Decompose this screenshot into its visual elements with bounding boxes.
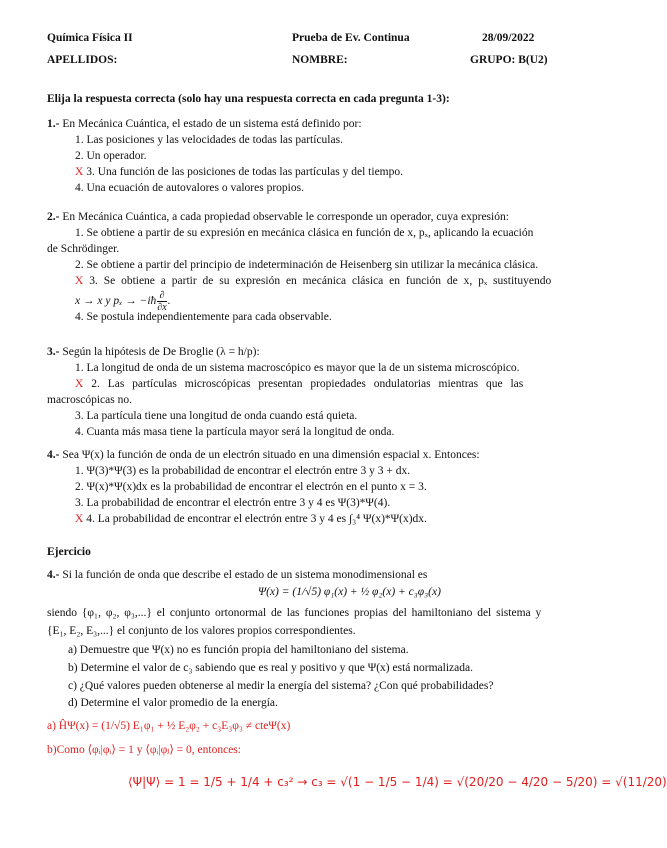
question-number: 3.-	[47, 346, 60, 358]
exercise-text: siendo {φ₁, φ₂, φ₃,...} el conjunto ortonormal de las funciones propias del hamiltoniano del sistema y	[47, 607, 542, 619]
instructions: Elija la respuesta correcta (solo hay una respuesta correcta en cada pregunta 1-3):	[47, 93, 450, 105]
question-text: En Mecánica Cuántica, a cada propiedad observable le corresponde un operador, cuya expresión:	[59, 211, 509, 223]
question-text: Según la hipótesis de De Broglie (λ = h/p):	[59, 346, 260, 358]
answer-b: b)Como ⟨φᵢ|φᵢ⟩ = 1 y ⟨φᵢ|φⱼ⟩ = 0, entonces:	[47, 744, 241, 756]
exercise-text: Si la función de onda que describe el estado de un sistema monodimensional es	[59, 569, 428, 581]
option: 2. Se obtiene a partir del principio de indeterminación de Heisenberg sin utilizar la mecánica clásica.	[75, 259, 539, 271]
option-continued: macroscópicas no.	[47, 394, 132, 406]
option: 2. Ψ(x)*Ψ(x)dx es la probabilidad de encontrar el electrón en el punto x = 3.	[75, 481, 427, 493]
exercise-number: 4.-	[47, 569, 60, 581]
exercise-part: a) Demuestre que Ψ(x) no es función propia del hamiltoniano del sistema.	[68, 644, 409, 656]
name-label: NOMBRE:	[292, 54, 348, 66]
option-text: 3. Una función de las posiciones de todas las partículas y del tiempo.	[86, 166, 403, 178]
question-3	[47, 345, 260, 359]
question-1	[47, 117, 362, 131]
exam-title: Prueba de Ev. Continua	[292, 32, 410, 44]
exercise-part: c) ¿Qué valores pueden obtenerse al medir la energía del sistema? ¿Con qué probabilidades?	[68, 680, 494, 692]
correct-mark: X	[75, 513, 84, 525]
option-correct	[75, 512, 427, 526]
option: 1. Las posiciones y las velocidades de todas las partículas.	[75, 134, 343, 146]
option-continued: de Schrödinger.	[47, 243, 120, 255]
question-number: 1.-	[47, 118, 60, 130]
formula-text: x → x y pₓ → −iħ	[75, 295, 157, 308]
correct-mark: X	[75, 275, 84, 287]
option-correct	[75, 377, 523, 391]
option: 3. La probabilidad de encontrar el electrón entre 3 y 4 es Ψ(3)*Ψ(4).	[75, 497, 391, 509]
question-2	[47, 210, 509, 224]
option: 4. Se postula independientemente para cada observable.	[75, 311, 332, 323]
option-text: 4. La probabilidad de encontrar el electrón entre 3 y 4 es ∫₃⁴ Ψ(x)*Ψ(x)dx.	[86, 513, 427, 525]
exercise-text: {E₁, E₂, E₃,...} el conjunto de los valores propios correspondientes.	[47, 625, 356, 637]
group-label: GRUPO: B(U2)	[470, 54, 548, 66]
option-text: 2. Las partículas microscópicas presentan propiedades ondulatorias mientras que las	[91, 378, 524, 390]
surname-label: APELLIDOS:	[47, 54, 118, 66]
question-text: En Mecánica Cuántica, el estado de un sistema está definido por:	[59, 118, 362, 130]
question-4	[47, 448, 480, 462]
exercise-part: d) Determine el valor promedio de la energía.	[68, 697, 278, 709]
normalization-equation: ⟨Ψ|Ψ⟩ = 1 = 1/5 + 1/4 + c₃² → c₃ = √(1 − 1/5 − 1/4) = √(20/20 − 4/20 − 5/20) = √(11/20)	[128, 775, 667, 789]
option: 1. La longitud de onda de un sistema macroscópico es mayor que la de un sistema microscópico.	[75, 362, 520, 374]
correct-mark: X	[75, 166, 84, 178]
answer-a: a) ĤΨ(x) = (1/√5) E₁φ₁ + ½ E₂φ₂ + c₃E₃φ₃ ≠ cteΨ(x)	[47, 720, 291, 732]
option: 1. Se obtiene a partir de su expresión en mecánica clásica en función de x, pₓ, aplicando la ecuación	[75, 227, 534, 239]
option: 4. Una ecuación de autovalores o valores propios.	[75, 182, 304, 194]
option: 1. Ψ(3)*Ψ(3) es la probabilidad de encontrar el electrón entre 3 y 3 + dx.	[75, 465, 411, 477]
exercise-part: b) Determine el valor de c₃ sabiendo que es real y positivo y que Ψ(x) está normalizada.	[68, 662, 473, 674]
operator-formula: x → x y pₓ → −iħ $\frac{\partial}{\partial x}$ .	[75, 290, 171, 313]
option-correct	[75, 274, 551, 288]
question-number: 2.-	[47, 211, 60, 223]
option-correct	[75, 165, 403, 179]
exam-date: 28/09/2022	[482, 32, 535, 44]
question-number: 4.-	[47, 449, 60, 461]
course-title: Química Física II	[47, 32, 133, 44]
exercise-intro	[47, 568, 427, 582]
exercise-title: Ejercicio	[47, 546, 91, 558]
correct-mark: X	[75, 378, 84, 390]
option: 3. La partícula tiene una longitud de onda cuando está quieta.	[75, 410, 358, 422]
option: 2. Un operador.	[75, 150, 147, 162]
option-text: 3. Se obtiene a partir de su expresión en mecánica clásica en función de x, pₓ sustituyendo	[89, 275, 552, 287]
option: 4. Cuanta más masa tiene la partícula mayor será la longitud de onda.	[75, 426, 395, 438]
partial-derivative: $\frac{\partial}{\partial x}$	[157, 290, 167, 313]
question-text: Sea Ψ(x) la función de onda de un electrón situado en una dimensión espacial x. Entonces:	[59, 449, 480, 461]
wavefunction-formula: Ψ(x) = (1/√5) φ₁(x) + ½ φ₂(x) + c₃φ₃(x)	[258, 586, 441, 598]
